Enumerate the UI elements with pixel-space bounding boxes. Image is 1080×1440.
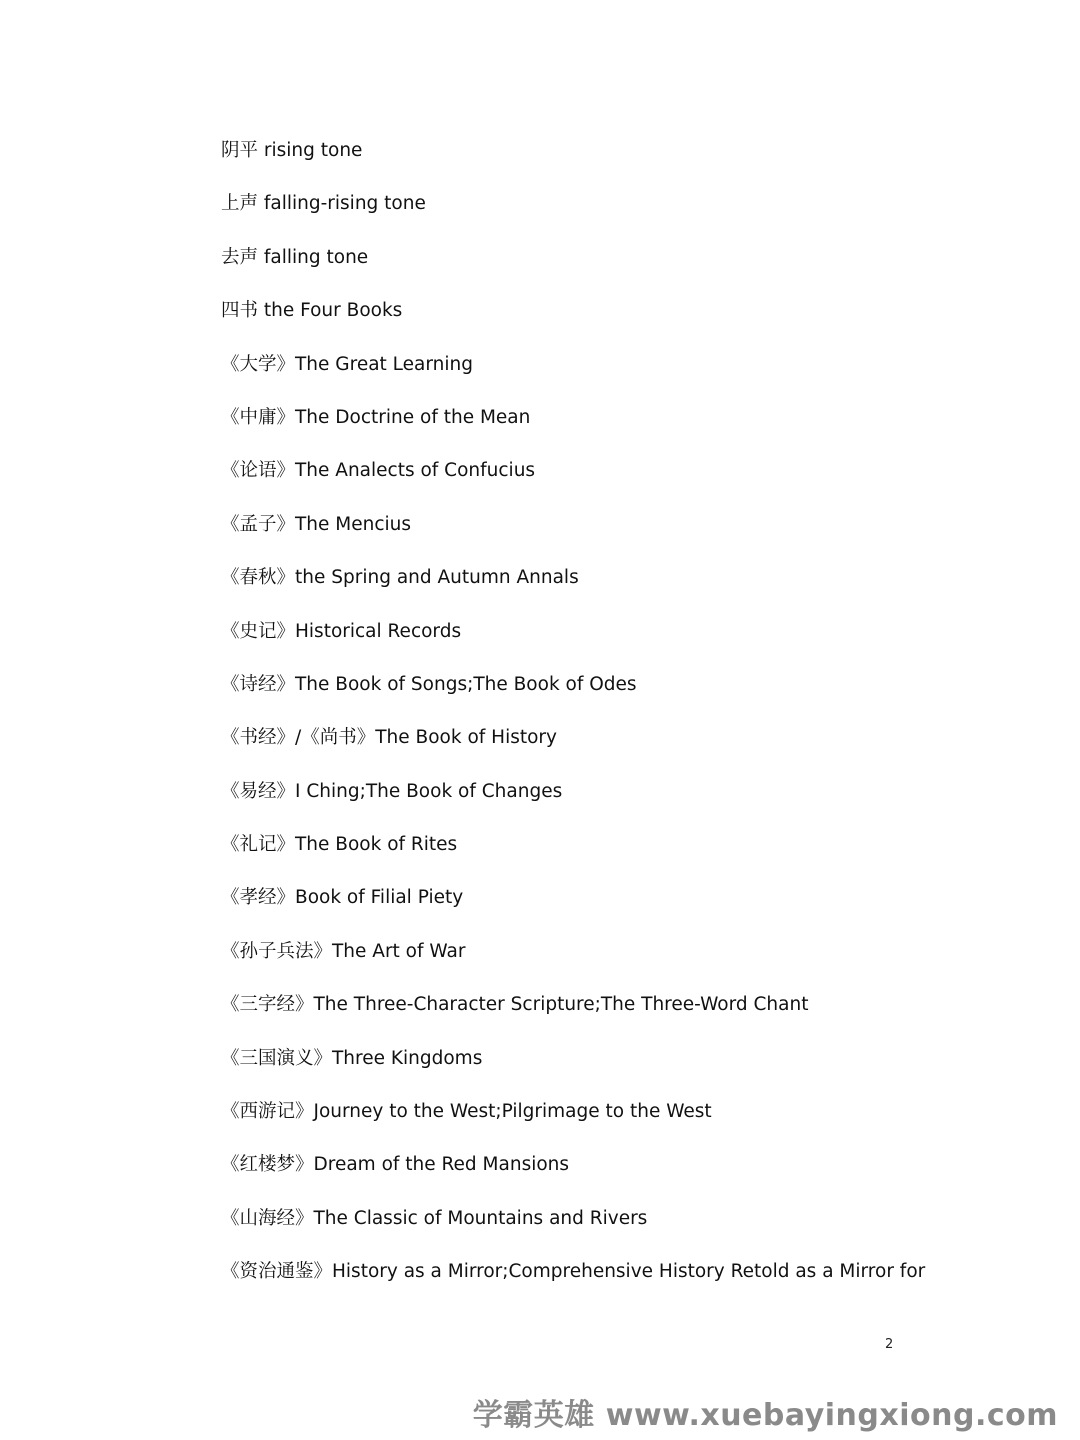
glossary-entry: 《孝经》Book of Filial Piety <box>221 887 464 909</box>
glossary-entry: 《春秋》the Spring and Autumn Annals <box>221 567 579 589</box>
glossary-entry: 去声 falling tone <box>221 246 369 268</box>
glossary-entry: 《孟子》The Mencius <box>221 513 412 535</box>
glossary-entry: 《书经》/《尚书》The Book of History <box>221 727 557 749</box>
glossary-entry: 四书 the Four Books <box>221 300 403 322</box>
glossary-entry: 《孙子兵法》The Art of War <box>221 940 466 962</box>
glossary-entry: 《中庸》The Doctrine of the Mean <box>221 406 531 428</box>
glossary-entry: 《红楼梦》Dream of the Red Mansions <box>221 1154 570 1176</box>
glossary-entry: 上声 falling-rising tone <box>221 193 426 215</box>
glossary-entry: 《史记》Historical Records <box>221 620 462 642</box>
glossary-entry: 《诗经》The Book of Songs;The Book of Odes <box>221 673 637 695</box>
glossary-list <box>221 137 926 1312</box>
glossary-entry: 《资治通鉴》History as a Mirror;Comprehensive History Retold as a Mirror for <box>221 1261 926 1283</box>
watermark: 学霸英雄 www.xuebayingxiong.com <box>472 1398 1058 1433</box>
glossary-entry: 《三字经》The Three-Character Scripture;The Three-Word Chant <box>221 994 809 1016</box>
glossary-entry: 《礼记》The Book of Rites <box>221 834 458 856</box>
glossary-entry: 《易经》I Ching;The Book of Changes <box>221 780 563 802</box>
glossary-entry: 《三国演义》Three Kingdoms <box>221 1047 483 1069</box>
glossary-entry: 《西游记》Journey to the West;Pilgrimage to the West <box>221 1101 712 1123</box>
page-number: 2 <box>885 1337 894 1352</box>
glossary-entry: 《山海经》The Classic of Mountains and Rivers <box>221 1207 648 1229</box>
glossary-entry: 《论语》The Analects of Confucius <box>221 460 536 482</box>
glossary-entry: 阴平 rising tone <box>221 140 363 161</box>
glossary-entry: 《大学》The Great Learning <box>221 353 473 375</box>
